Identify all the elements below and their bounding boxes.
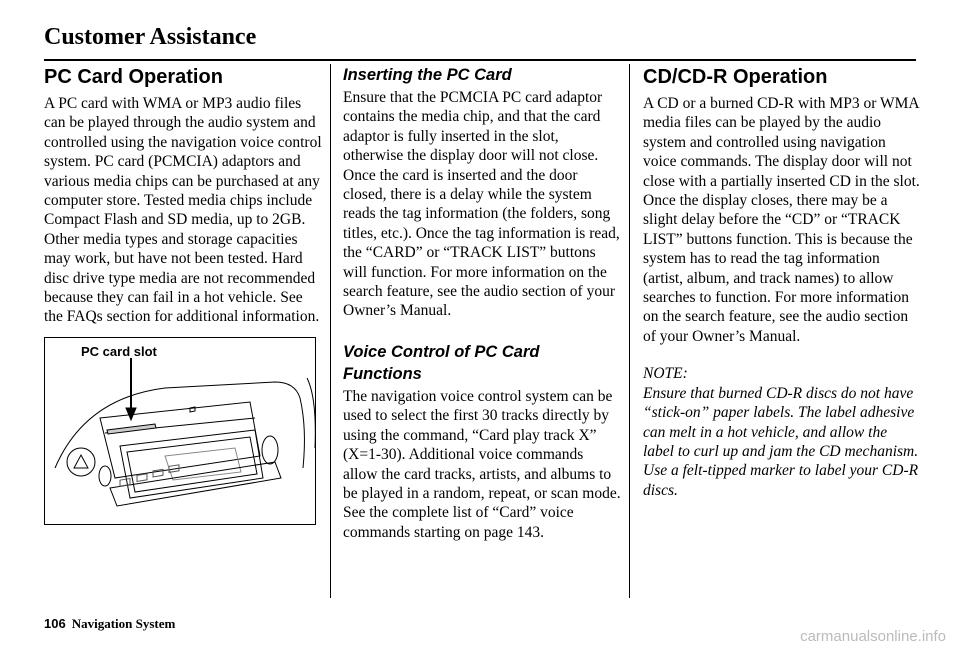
column-pc-card: [44, 64, 322, 525]
heading-pc-card-operation: PC Card Operation: [44, 66, 223, 88]
inserting-body: Ensure that the PCMCIA PC card adaptor contains the media chip, and that the card adaptor is fully inserted in the slot, otherwise the display door will not close. Once the card is inserted and the door closed, there is a delay while the system reads the tag information (the folders, song titles, etc.). Once the tag information is read, the “CARD” or “TRACK LIST” buttons will function. For more information on the search feature, see the audio section of your Owner’s Manual.: [343, 89, 620, 320]
page-footer: [44, 616, 175, 632]
header-rule: [44, 59, 916, 61]
footer-section: Navigation System: [71, 616, 176, 631]
page-number: 106: [44, 616, 66, 631]
cd-body: A CD or a burned CD-R with MP3 or WMA media files can be played by the audio system and controlled using navigation voice commands. The display door will not close with a partially inserted CD in the slot. Once the display closes, there may be a slight delay before the “CD” or “TRACK LIST” buttons function. This is because the system has to read the tag information (artist, album, and track names) to allow searches to function. For more information on the search feature, see the audio section of your Owner’s Manual.: [643, 95, 920, 345]
pc-card-slot-illustration: [45, 338, 316, 525]
voice-control-body: The navigation voice control system can be used to select the first 30 tracks directly by using the command, “Card play track X” (X=1-30). Additional voice commands allow the card tracks, artists, and albums to be played in a random, repeat, or scan mode. See the complete list of “Card” voice commands starting on page 143.: [343, 387, 621, 541]
note-body: Ensure that burned CD-R discs do not have “stick-on” paper labels. The label adhesive can melt in a hot vehicle, and allow the label to curl up and jam the CD mechanism. Use a felt-tipped marker to label your CD-R discs.: [643, 384, 919, 499]
heading-cd-operation: CD/CD-R Operation: [643, 66, 828, 88]
column-cd: [643, 64, 921, 500]
figure-label: PC card slot: [81, 343, 157, 359]
watermark: carmanualsonline.info: [800, 628, 946, 645]
column-inserting: [343, 64, 621, 542]
note-block: [643, 364, 921, 500]
column-divider: [629, 64, 630, 598]
heading-inserting-pc-card: Inserting the PC Card: [343, 66, 512, 84]
column-divider: [330, 64, 331, 598]
pc-card-slot-figure: [44, 337, 316, 525]
heading-voice-control: Voice Control of PC Card Functions: [343, 342, 540, 383]
pc-card-body: A PC card with WMA or MP3 audio files can be played through the audio system and controlled using the navigation voice control system. PC card (PCMCIA) adaptors and various media chips can be purchased at any computer store. Tested media chips include Compact Flash and SD media, up to 2GB. Other media types and storage capacities may work, but have not been tested. Hard disc drive type media are not recommended because they can fail in a hot vehicle. See the FAQs section for additional information.: [44, 95, 322, 326]
page-title: Customer Assistance: [44, 24, 257, 50]
note-title: NOTE:: [643, 365, 688, 383]
